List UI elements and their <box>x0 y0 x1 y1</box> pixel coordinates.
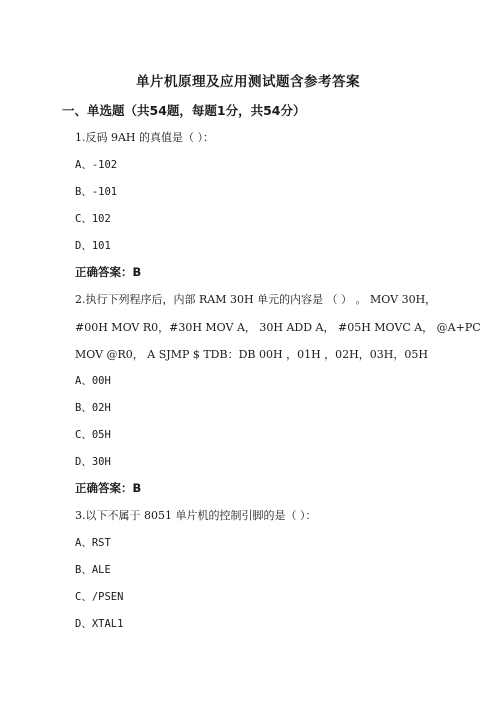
question-2-option-c: C、05H <box>75 429 111 441</box>
question-3-option-a: A、RST <box>75 537 111 549</box>
question-3-option-d: D、XTAL1 <box>75 618 124 630</box>
question-2-text-line-3: MOV @R0， A SJMP $ TDB：DB 00H ，01H ，02H，03H，05H <box>75 348 428 361</box>
document-title: 单片机原理及应用测试题含参考答案 <box>136 74 360 90</box>
question-2-option-a: A、00H <box>75 375 111 387</box>
question-2-answer: 正确答案：B <box>75 481 142 495</box>
question-1-option-c: C、102 <box>75 213 111 225</box>
question-1-option-a: A、-102 <box>75 159 118 171</box>
question-2-option-b: B、02H <box>75 402 111 414</box>
question-2-text-line-1: 2.执行下列程序后，内部 RAM 30H 单元的内容是 （ ） 。 MOV 30H， <box>75 293 437 306</box>
question-2-text-line-2: #00H MOV R0，#30H MOV A， 30H ADD A， #05H MOVC A， @A+PC <box>75 321 481 334</box>
question-3-option-b: B、ALE <box>75 564 111 576</box>
question-1-option-b: B、-101 <box>75 186 118 198</box>
question-3-text: 3.以下不属于 8051 单片机的控制引脚的是（ ）： <box>75 509 317 522</box>
question-1-option-d: D、101 <box>75 240 111 252</box>
question-1-answer: 正确答案：B <box>75 265 142 279</box>
question-3-option-c: C、/PSEN <box>75 591 124 603</box>
question-2-option-d: D、30H <box>75 456 111 468</box>
section-heading: 一、单选题（共54题，每题1分，共54分） <box>62 103 306 118</box>
question-1-text: 1.反码 9AH 的真值是（ ）： <box>75 131 215 144</box>
